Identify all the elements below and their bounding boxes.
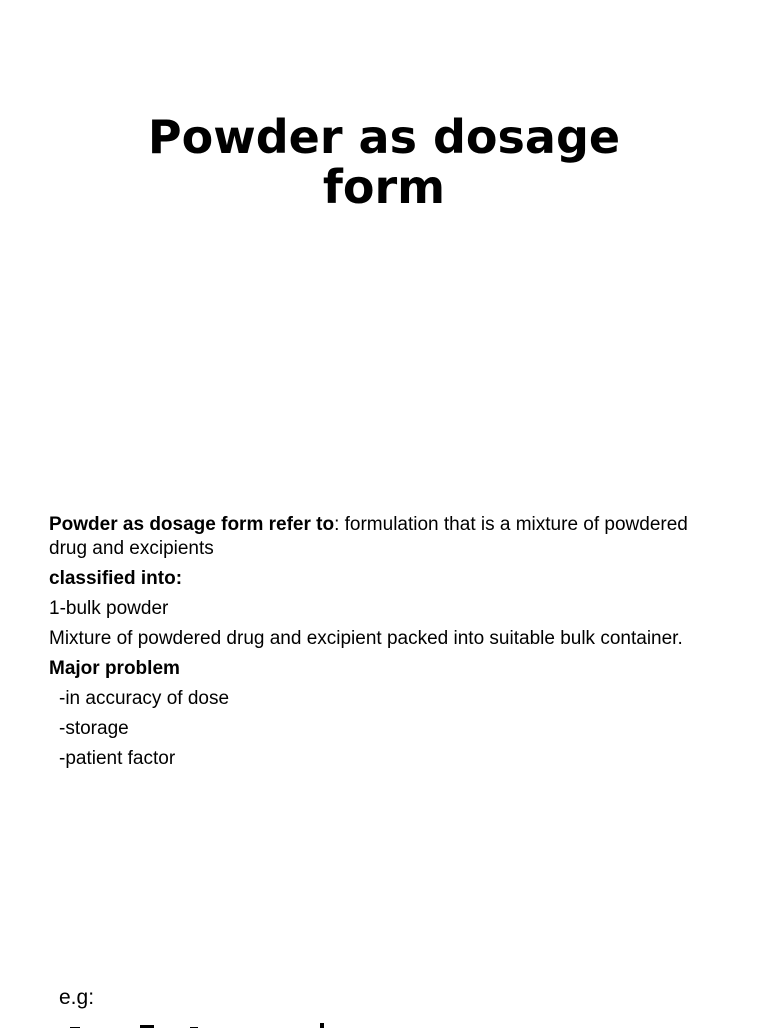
example-label: e.g:	[59, 986, 95, 1009]
definition-colon: :	[334, 514, 340, 535]
classified-label: classified into:	[49, 568, 183, 589]
slide-title	[0, 112, 768, 212]
problem-item: -patient factor	[59, 748, 176, 769]
major-problem-label: Major problem	[49, 658, 180, 679]
definition-text: formulation that is a mixture of powdered drug and excipients	[49, 514, 688, 559]
problem-item: -storage	[59, 718, 129, 739]
cut-off-text-fragment	[70, 1018, 390, 1028]
bulk-powder-title: 1-bulk powder	[49, 598, 169, 619]
slide-body	[49, 513, 689, 777]
definition-label: Powder as dosage form refer to	[49, 514, 335, 535]
slide-title-line-2: form	[322, 160, 446, 214]
bulk-powder-description: Mixture of powdered drug and excipient packed into suitable bulk container.	[49, 628, 683, 649]
definition-paragraph	[49, 513, 689, 561]
cut-off-text-marks	[70, 1021, 390, 1028]
problem-item: -in accuracy of dose	[59, 688, 230, 709]
slide-title-line-1: Powder as dosage	[147, 110, 621, 164]
